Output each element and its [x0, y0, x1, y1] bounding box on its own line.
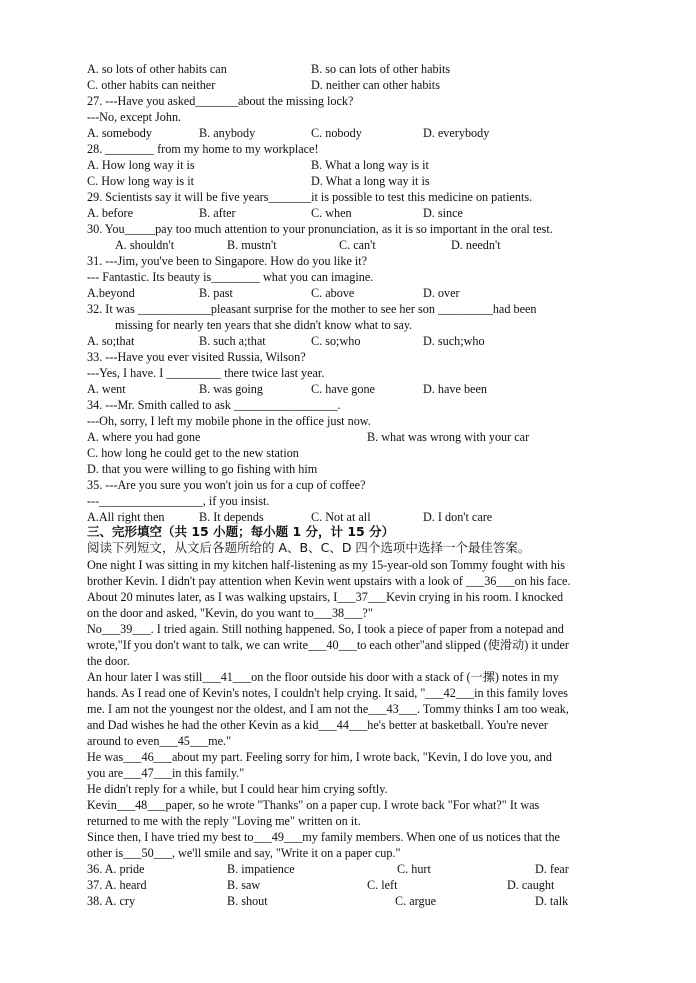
q33-stem: 33. ---Have you ever visited Russia, Wilson? [87, 350, 306, 364]
q27-stem: 27. ---Have you asked_______about the missing lock? [87, 94, 354, 108]
q26-option-d: D. neither can other habits [311, 78, 440, 92]
passage-line: brother Kevin. I didn't pay attention when Kevin went upstairs with a look of ___36___on his face. [87, 574, 571, 588]
q27-option-d: D. everybody [423, 126, 490, 140]
q35-option-b: B. It depends [199, 510, 264, 524]
q26-option-a: A. so lots of other habits can [87, 62, 227, 76]
q35-option-d: D. I don't care [423, 510, 493, 524]
q33-option-d: D. have been [423, 382, 487, 396]
q32-option-c: C. so;who [311, 334, 361, 348]
q28-option-b: B. What a long way is it [311, 158, 429, 172]
passage-line: One night I was sitting in my kitchen half-listening as my 15-year-old son Tommy fought with his [87, 558, 565, 572]
passage-line: and Dad wishes he had the other Kevin as a kid___44___he's better at basketball. You're never [87, 718, 548, 732]
q37-option-d: D. caught [507, 878, 555, 892]
q33-option-b: B. was going [199, 382, 263, 396]
q34-option-b: B. what was wrong with your car [367, 430, 530, 444]
q36-option-a: 36. A. pride [87, 862, 145, 876]
q26-option-b: B. so can lots of other habits [311, 62, 451, 76]
q28-stem: 28. ________ from my home to my workplace! [87, 142, 319, 156]
q31-option-d: D. over [423, 286, 460, 300]
q29-option-d: D. since [423, 206, 463, 220]
q31-reply: --- Fantastic. Its beauty is________ what you can imagine. [87, 270, 374, 284]
q29-stem: 29. Scientists say it will be five years_______it is possible to test this medicine on patients. [87, 190, 533, 204]
q35-option-a: A.All right then [87, 510, 165, 524]
q38-option-d: D. talk [535, 894, 569, 908]
q30-stem: 30. You_____pay too much attention to your pronunciation, as it is so important in the oral test. [87, 222, 553, 236]
passage-paragraph-7 [87, 829, 635, 861]
q35-reply: ---_________________, if you insist. [87, 494, 270, 508]
q30-option-b: B. mustn't [227, 238, 277, 252]
passage-line: About 20 minutes later, as I was walking upstairs, I___37___Kevin crying in his room. I knocked [87, 590, 564, 604]
q33-option-c: C. have gone [311, 382, 375, 396]
q28-option-a: A. How long way it is [87, 158, 195, 172]
q36-option-b: B. impatience [227, 862, 295, 876]
passage-line: other is___50___, we'll smile and say, "Write it on a paper cup." [87, 846, 401, 860]
q29-option-b: B. after [199, 206, 236, 220]
passage-line: He was___46___about my part. Feeling sorry for him, I wrote back, "Kevin, I do love you, and [87, 750, 552, 764]
q33-reply: ---Yes, I have. I _________ there twice last year. [87, 366, 325, 380]
q37-option-b: B. saw [227, 878, 261, 892]
passage-line: Since then, I have tried my best to___49___my family members. When one of us notices that the [87, 830, 560, 844]
passage-paragraph-2 [87, 621, 635, 669]
q32-option-b: B. such a;that [199, 334, 266, 348]
section-instruction: 阅读下列短文，从文后各题所给的 A、B、C、D 四个选项中选择一个最佳答案。 [87, 540, 531, 555]
q35-option-c: C. Not at all [311, 510, 371, 524]
section-heading: 三、完形填空（共 15 小题；每小题 1 分，计 15 分） [87, 524, 395, 539]
q30-option-c: C. can't [339, 238, 376, 252]
q36-option-c: C. hurt [397, 862, 431, 876]
q35-stem: 35. ---Are you sure you won't join us for a cup of coffee? [87, 478, 366, 492]
passage-paragraph-6 [87, 797, 635, 829]
q37-option-c: C. left [367, 878, 398, 892]
q38-option-a: 38. A. cry [87, 894, 136, 908]
passage-paragraph-3 [87, 669, 635, 749]
q28-option-d: D. What a long way it is [311, 174, 430, 188]
passage-line: me. I am not the youngest nor the oldest, and I am not the___43___. Tommy thinks I am too weak, [87, 702, 569, 716]
q27-option-b: B. anybody [199, 126, 256, 140]
q34-reply: ---Oh, sorry, I left my mobile phone in the office just now. [87, 414, 371, 428]
q38-option-b: B. shout [227, 894, 268, 908]
q31-stem: 31. ---Jim, you've been to Singapore. How do you like it? [87, 254, 368, 268]
q36-option-d: D. fear [535, 862, 569, 876]
passage-line: the door. [87, 654, 130, 668]
q30-option-a: A. shouldn't [115, 238, 175, 252]
q28-option-c: C. How long way is it [87, 174, 194, 188]
q32-stem: 32. It was ____________pleasant surprise for the mother to see her son _________had been [87, 302, 537, 316]
passage-paragraph-1 [87, 557, 635, 621]
passage-line: No___39___. I tried again. Still nothing happened. So, I took a piece of paper from a notepad and [87, 622, 564, 636]
q34-option-c: C. how long he could get to the new station [87, 446, 299, 460]
q27-option-c: C. nobody [311, 126, 362, 140]
q32-option-d: D. such;who [423, 334, 485, 348]
q31-option-c: C. above [311, 286, 355, 300]
q31-option-a: A.beyond [87, 286, 135, 300]
passage-paragraph-5 [87, 781, 635, 797]
q29-option-c: C. when [311, 206, 352, 220]
passage-line: Kevin___48___paper, so he wrote "Thanks" on a paper cup. I wrote back "For what?" It was [87, 798, 540, 812]
q27-option-a: A. somebody [87, 126, 152, 140]
passage-line: around to even___45___me." [87, 734, 232, 748]
q37-option-a: 37. A. heard [87, 878, 147, 892]
q38-option-c: C. argue [395, 894, 437, 908]
q33-option-a: A. went [87, 382, 126, 396]
passage-line: on the door and asked, "Kevin, do you want to___38___?" [87, 606, 373, 620]
q31-option-b: B. past [199, 286, 233, 300]
q32-stem-cont: missing for nearly ten years that she didn't know what to say. [115, 318, 413, 332]
q27-reply: ---No, except John. [87, 110, 182, 124]
q26-option-c: C. other habits can neither [87, 78, 216, 92]
q34-stem: 34. ---Mr. Smith called to ask _________________. [87, 398, 341, 412]
passage-line: hands. As I read one of Kevin's notes, I couldn't help crying. It said, "___42___in this family loves [87, 686, 568, 700]
passage-line: An hour later I was still___41___on the floor outside his door with a stack of (一摞) notes in my [87, 670, 559, 684]
q34-option-d: D. that you were willing to go fishing with him [87, 462, 318, 476]
q32-option-a: A. so;that [87, 334, 135, 348]
passage-paragraph-4 [87, 749, 635, 781]
passage-line: wrote,"If you don't want to talk, we can write___40___to each other"and slipped (使滑动) it under [87, 638, 569, 652]
q34-option-a: A. where you had gone [87, 430, 201, 444]
passage-line: He didn't reply for a while, but I could hear him crying softly. [87, 782, 388, 796]
q30-option-d: D. needn't [451, 238, 501, 252]
passage-line: returned to me with the reply "Loving me" written on it. [87, 814, 361, 828]
q29-option-a: A. before [87, 206, 134, 220]
passage-line: you are___47___in this family." [87, 766, 245, 780]
